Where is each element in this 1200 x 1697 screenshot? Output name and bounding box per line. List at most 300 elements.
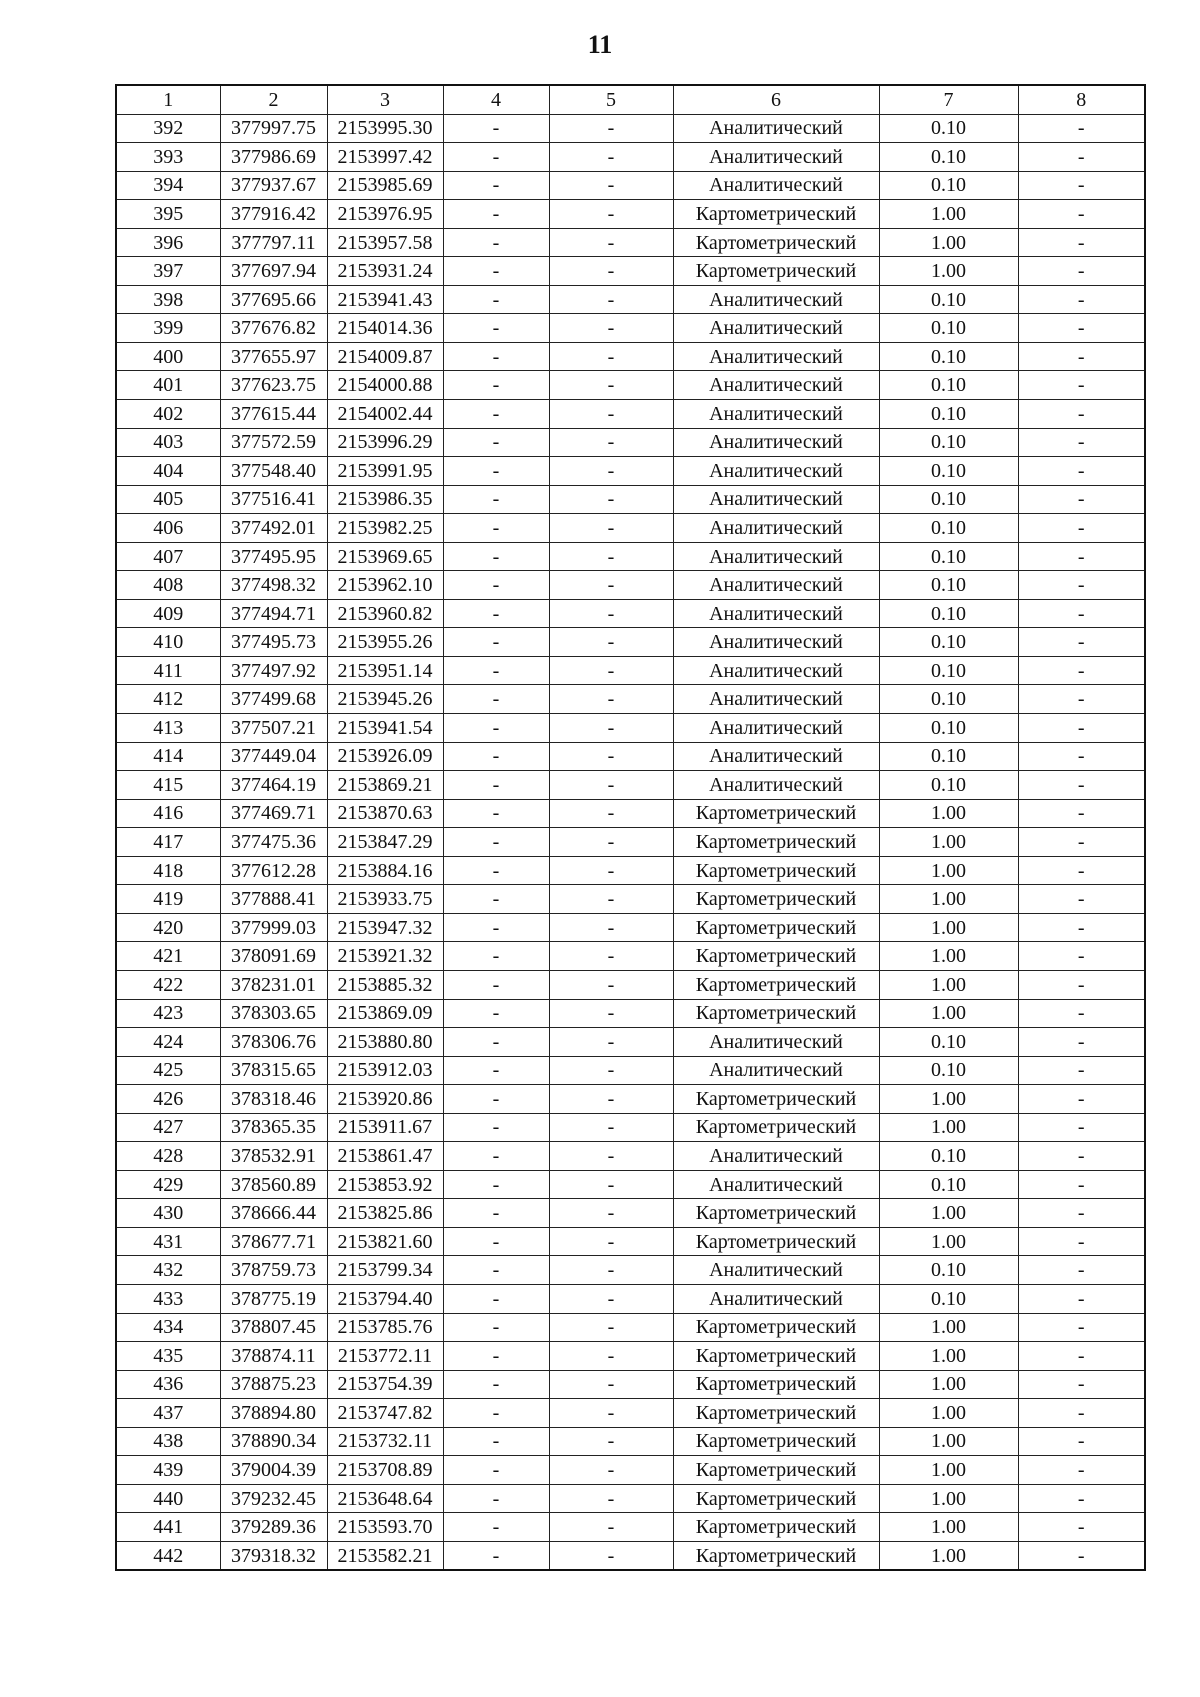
accuracy-cell: 1.00 — [879, 942, 1018, 971]
y-coordinate-cell: 2153825.86 — [327, 1199, 443, 1228]
col-8-cell: - — [1018, 1399, 1145, 1428]
y-coordinate-cell: 2153708.89 — [327, 1456, 443, 1485]
col-8-cell: - — [1018, 1342, 1145, 1371]
accuracy-cell: 0.10 — [879, 1142, 1018, 1171]
col-5-cell: - — [549, 1399, 673, 1428]
accuracy-cell: 1.00 — [879, 1085, 1018, 1114]
point-number-cell: 406 — [116, 514, 220, 543]
y-coordinate-cell: 2153754.39 — [327, 1370, 443, 1399]
table-row — [116, 485, 1145, 514]
col-4-cell: - — [443, 771, 549, 800]
table-row — [116, 314, 1145, 343]
col-4-cell: - — [443, 828, 549, 857]
method-cell: Картометрический — [673, 1513, 879, 1542]
y-coordinate-cell: 2153945.26 — [327, 685, 443, 714]
table-row — [116, 714, 1145, 743]
col-4-cell: - — [443, 714, 549, 743]
col-8-cell: - — [1018, 656, 1145, 685]
col-4-cell: - — [443, 1256, 549, 1285]
y-coordinate-cell: 2153995.30 — [327, 114, 443, 143]
table-row — [116, 1342, 1145, 1371]
col-8-cell: - — [1018, 1113, 1145, 1142]
table-row — [116, 1284, 1145, 1313]
col-8-cell: - — [1018, 285, 1145, 314]
col-5-cell: - — [549, 342, 673, 371]
col-4-cell: - — [443, 1227, 549, 1256]
x-coordinate-cell: 378303.65 — [220, 999, 327, 1028]
accuracy-cell: 0.10 — [879, 400, 1018, 429]
method-cell: Аналитический — [673, 571, 879, 600]
table-row — [116, 1370, 1145, 1399]
table-row — [116, 1227, 1145, 1256]
point-number-cell: 419 — [116, 885, 220, 914]
method-cell: Картометрический — [673, 1484, 879, 1513]
col-8-cell: - — [1018, 970, 1145, 999]
col-5-cell: - — [549, 228, 673, 257]
point-number-cell: 430 — [116, 1199, 220, 1228]
col-4-cell: - — [443, 1370, 549, 1399]
accuracy-cell: 1.00 — [879, 1227, 1018, 1256]
table-body — [116, 114, 1145, 1570]
x-coordinate-cell: 377916.42 — [220, 200, 327, 229]
table-row — [116, 1399, 1145, 1428]
x-coordinate-cell: 378315.65 — [220, 1056, 327, 1085]
col-8-cell: - — [1018, 1085, 1145, 1114]
accuracy-cell: 1.00 — [879, 885, 1018, 914]
y-coordinate-cell: 2153785.76 — [327, 1313, 443, 1342]
point-number-cell: 404 — [116, 457, 220, 486]
column-header-7: 7 — [879, 85, 1018, 114]
col-4-cell: - — [443, 1028, 549, 1057]
accuracy-cell: 0.10 — [879, 314, 1018, 343]
table-row — [116, 1313, 1145, 1342]
col-4-cell: - — [443, 485, 549, 514]
x-coordinate-cell: 379004.39 — [220, 1456, 327, 1485]
y-coordinate-cell: 2153821.60 — [327, 1227, 443, 1256]
method-cell: Аналитический — [673, 371, 879, 400]
x-coordinate-cell: 377655.97 — [220, 342, 327, 371]
column-header-8: 8 — [1018, 85, 1145, 114]
col-8-cell: - — [1018, 1484, 1145, 1513]
accuracy-cell: 1.00 — [879, 1456, 1018, 1485]
col-8-cell: - — [1018, 1284, 1145, 1313]
table-row — [116, 371, 1145, 400]
x-coordinate-cell: 377623.75 — [220, 371, 327, 400]
x-coordinate-cell: 377449.04 — [220, 742, 327, 771]
y-coordinate-cell: 2153747.82 — [327, 1399, 443, 1428]
col-4-cell: - — [443, 171, 549, 200]
col-4-cell: - — [443, 143, 549, 172]
col-5-cell: - — [549, 457, 673, 486]
accuracy-cell: 1.00 — [879, 913, 1018, 942]
column-header-2: 2 — [220, 85, 327, 114]
col-4-cell: - — [443, 1170, 549, 1199]
point-number-cell: 442 — [116, 1541, 220, 1570]
x-coordinate-cell: 379318.32 — [220, 1541, 327, 1570]
accuracy-cell: 0.10 — [879, 428, 1018, 457]
y-coordinate-cell: 2153912.03 — [327, 1056, 443, 1085]
accuracy-cell: 1.00 — [879, 1342, 1018, 1371]
table-row — [116, 285, 1145, 314]
x-coordinate-cell: 377548.40 — [220, 457, 327, 486]
col-4-cell: - — [443, 1342, 549, 1371]
accuracy-cell: 0.10 — [879, 714, 1018, 743]
method-cell: Картометрический — [673, 1227, 879, 1256]
method-cell: Картометрический — [673, 942, 879, 971]
col-5-cell: - — [549, 599, 673, 628]
y-coordinate-cell: 2153926.09 — [327, 742, 443, 771]
point-number-cell: 433 — [116, 1284, 220, 1313]
col-5-cell: - — [549, 1028, 673, 1057]
col-5-cell: - — [549, 1370, 673, 1399]
table-row — [116, 171, 1145, 200]
method-cell: Картометрический — [673, 1456, 879, 1485]
col-8-cell: - — [1018, 1513, 1145, 1542]
accuracy-cell: 1.00 — [879, 228, 1018, 257]
accuracy-cell: 1.00 — [879, 200, 1018, 229]
col-5-cell: - — [549, 143, 673, 172]
table-row — [116, 1170, 1145, 1199]
method-cell: Картометрический — [673, 913, 879, 942]
y-coordinate-cell: 2153648.64 — [327, 1484, 443, 1513]
method-cell: Аналитический — [673, 1256, 879, 1285]
method-cell: Аналитический — [673, 285, 879, 314]
method-cell: Аналитический — [673, 428, 879, 457]
col-4-cell: - — [443, 428, 549, 457]
col-5-cell: - — [549, 970, 673, 999]
col-5-cell: - — [549, 114, 673, 143]
y-coordinate-cell: 2153920.86 — [327, 1085, 443, 1114]
col-5-cell: - — [549, 714, 673, 743]
col-8-cell: - — [1018, 1028, 1145, 1057]
accuracy-cell: 1.00 — [879, 1113, 1018, 1142]
col-8-cell: - — [1018, 1256, 1145, 1285]
x-coordinate-cell: 378306.76 — [220, 1028, 327, 1057]
y-coordinate-cell: 2154000.88 — [327, 371, 443, 400]
point-number-cell: 440 — [116, 1484, 220, 1513]
table-row — [116, 1513, 1145, 1542]
table-row — [116, 457, 1145, 486]
y-coordinate-cell: 2154002.44 — [327, 400, 443, 429]
col-4-cell: - — [443, 942, 549, 971]
col-5-cell: - — [549, 314, 673, 343]
table-row — [116, 885, 1145, 914]
col-5-cell: - — [549, 628, 673, 657]
point-number-cell: 439 — [116, 1456, 220, 1485]
accuracy-cell: 1.00 — [879, 1541, 1018, 1570]
method-cell: Картометрический — [673, 1085, 879, 1114]
accuracy-cell: 1.00 — [879, 1313, 1018, 1342]
method-cell: Аналитический — [673, 143, 879, 172]
col-4-cell: - — [443, 856, 549, 885]
column-header-6: 6 — [673, 85, 879, 114]
col-5-cell: - — [549, 371, 673, 400]
point-number-cell: 414 — [116, 742, 220, 771]
col-8-cell: - — [1018, 913, 1145, 942]
col-5-cell: - — [549, 200, 673, 229]
col-8-cell: - — [1018, 1313, 1145, 1342]
col-5-cell: - — [549, 656, 673, 685]
y-coordinate-cell: 2153997.42 — [327, 143, 443, 172]
col-8-cell: - — [1018, 1142, 1145, 1171]
method-cell: Аналитический — [673, 314, 879, 343]
table-row — [116, 685, 1145, 714]
col-5-cell: - — [549, 542, 673, 571]
x-coordinate-cell: 377997.75 — [220, 114, 327, 143]
table-row — [116, 942, 1145, 971]
y-coordinate-cell: 2154009.87 — [327, 342, 443, 371]
x-coordinate-cell: 377469.71 — [220, 799, 327, 828]
col-4-cell: - — [443, 1513, 549, 1542]
accuracy-cell: 1.00 — [879, 999, 1018, 1028]
x-coordinate-cell: 377497.92 — [220, 656, 327, 685]
point-number-cell: 416 — [116, 799, 220, 828]
table-row — [116, 999, 1145, 1028]
point-number-cell: 428 — [116, 1142, 220, 1171]
method-cell: Аналитический — [673, 342, 879, 371]
table-row — [116, 599, 1145, 628]
accuracy-cell: 0.10 — [879, 485, 1018, 514]
col-4-cell: - — [443, 1113, 549, 1142]
col-8-cell: - — [1018, 571, 1145, 600]
method-cell: Аналитический — [673, 114, 879, 143]
col-8-cell: - — [1018, 514, 1145, 543]
accuracy-cell: 0.10 — [879, 1284, 1018, 1313]
col-8-cell: - — [1018, 599, 1145, 628]
y-coordinate-cell: 2153582.21 — [327, 1541, 443, 1570]
accuracy-cell: 1.00 — [879, 799, 1018, 828]
table-row — [116, 571, 1145, 600]
accuracy-cell: 0.10 — [879, 656, 1018, 685]
point-number-cell: 423 — [116, 999, 220, 1028]
point-number-cell: 393 — [116, 143, 220, 172]
col-8-cell: - — [1018, 1199, 1145, 1228]
x-coordinate-cell: 378874.11 — [220, 1342, 327, 1371]
col-8-cell: - — [1018, 742, 1145, 771]
method-cell: Картометрический — [673, 799, 879, 828]
x-coordinate-cell: 378091.69 — [220, 942, 327, 971]
method-cell: Картометрический — [673, 856, 879, 885]
point-number-cell: 411 — [116, 656, 220, 685]
x-coordinate-cell: 378775.19 — [220, 1284, 327, 1313]
x-coordinate-cell: 377937.67 — [220, 171, 327, 200]
col-8-cell: - — [1018, 942, 1145, 971]
x-coordinate-cell: 377797.11 — [220, 228, 327, 257]
col-5-cell: - — [549, 1113, 673, 1142]
y-coordinate-cell: 2153986.35 — [327, 485, 443, 514]
method-cell: Аналитический — [673, 485, 879, 514]
method-cell: Аналитический — [673, 685, 879, 714]
method-cell: Картометрический — [673, 1199, 879, 1228]
table-row — [116, 970, 1145, 999]
col-5-cell: - — [549, 1170, 673, 1199]
method-cell: Картометрический — [673, 1399, 879, 1428]
x-coordinate-cell: 378677.71 — [220, 1227, 327, 1256]
col-4-cell: - — [443, 314, 549, 343]
accuracy-cell: 0.10 — [879, 1028, 1018, 1057]
x-coordinate-cell: 378807.45 — [220, 1313, 327, 1342]
col-4-cell: - — [443, 114, 549, 143]
accuracy-cell: 0.10 — [879, 514, 1018, 543]
col-4-cell: - — [443, 285, 549, 314]
point-number-cell: 432 — [116, 1256, 220, 1285]
table-row — [116, 200, 1145, 229]
col-5-cell: - — [549, 571, 673, 600]
method-cell: Аналитический — [673, 599, 879, 628]
column-header-1: 1 — [116, 85, 220, 114]
accuracy-cell: 0.10 — [879, 1056, 1018, 1085]
point-number-cell: 434 — [116, 1313, 220, 1342]
x-coordinate-cell: 377695.66 — [220, 285, 327, 314]
col-5-cell: - — [549, 828, 673, 857]
point-number-cell: 392 — [116, 114, 220, 143]
col-4-cell: - — [443, 514, 549, 543]
col-5-cell: - — [549, 999, 673, 1028]
col-8-cell: - — [1018, 143, 1145, 172]
col-4-cell: - — [443, 1056, 549, 1085]
point-number-cell: 395 — [116, 200, 220, 229]
method-cell: Картометрический — [673, 200, 879, 229]
y-coordinate-cell: 2153799.34 — [327, 1256, 443, 1285]
col-4-cell: - — [443, 371, 549, 400]
table-row — [116, 1456, 1145, 1485]
accuracy-cell: 1.00 — [879, 828, 1018, 857]
x-coordinate-cell: 378365.35 — [220, 1113, 327, 1142]
table-row — [116, 913, 1145, 942]
y-coordinate-cell: 2153884.16 — [327, 856, 443, 885]
y-coordinate-cell: 2153880.80 — [327, 1028, 443, 1057]
y-coordinate-cell: 2153885.32 — [327, 970, 443, 999]
table-row — [116, 1056, 1145, 1085]
method-cell: Картометрический — [673, 257, 879, 286]
point-number-cell: 401 — [116, 371, 220, 400]
x-coordinate-cell: 378318.46 — [220, 1085, 327, 1114]
point-number-cell: 399 — [116, 314, 220, 343]
col-5-cell: - — [549, 1085, 673, 1114]
table-header-row — [116, 85, 1145, 114]
x-coordinate-cell: 378894.80 — [220, 1399, 327, 1428]
point-number-cell: 417 — [116, 828, 220, 857]
col-4-cell: - — [443, 1313, 549, 1342]
col-4-cell: - — [443, 742, 549, 771]
y-coordinate-cell: 2153969.65 — [327, 542, 443, 571]
col-5-cell: - — [549, 771, 673, 800]
x-coordinate-cell: 378560.89 — [220, 1170, 327, 1199]
accuracy-cell: 0.10 — [879, 171, 1018, 200]
x-coordinate-cell: 377615.44 — [220, 400, 327, 429]
col-8-cell: - — [1018, 685, 1145, 714]
point-number-cell: 418 — [116, 856, 220, 885]
method-cell: Аналитический — [673, 656, 879, 685]
y-coordinate-cell: 2153955.26 — [327, 628, 443, 657]
table-row — [116, 114, 1145, 143]
col-5-cell: - — [549, 1199, 673, 1228]
col-5-cell: - — [549, 1284, 673, 1313]
col-4-cell: - — [443, 342, 549, 371]
point-number-cell: 424 — [116, 1028, 220, 1057]
table-row — [116, 828, 1145, 857]
col-5-cell: - — [549, 742, 673, 771]
point-number-cell: 441 — [116, 1513, 220, 1542]
point-number-cell: 422 — [116, 970, 220, 999]
col-5-cell: - — [549, 400, 673, 429]
accuracy-cell: 0.10 — [879, 114, 1018, 143]
col-8-cell: - — [1018, 114, 1145, 143]
col-4-cell: - — [443, 999, 549, 1028]
col-4-cell: - — [443, 400, 549, 429]
col-4-cell: - — [443, 1399, 549, 1428]
y-coordinate-cell: 2153870.63 — [327, 799, 443, 828]
x-coordinate-cell: 378666.44 — [220, 1199, 327, 1228]
table-row — [116, 228, 1145, 257]
col-4-cell: - — [443, 685, 549, 714]
accuracy-cell: 0.10 — [879, 685, 1018, 714]
col-8-cell: - — [1018, 371, 1145, 400]
col-5-cell: - — [549, 1256, 673, 1285]
accuracy-cell: 1.00 — [879, 1513, 1018, 1542]
method-cell: Картометрический — [673, 1313, 879, 1342]
y-coordinate-cell: 2153985.69 — [327, 171, 443, 200]
table-row — [116, 143, 1145, 172]
accuracy-cell: 0.10 — [879, 371, 1018, 400]
x-coordinate-cell: 377999.03 — [220, 913, 327, 942]
accuracy-cell: 1.00 — [879, 856, 1018, 885]
method-cell: Картометрический — [673, 1370, 879, 1399]
col-4-cell: - — [443, 1142, 549, 1171]
table-row — [116, 1256, 1145, 1285]
table-row — [116, 771, 1145, 800]
method-cell: Аналитический — [673, 514, 879, 543]
col-8-cell: - — [1018, 457, 1145, 486]
point-number-cell: 403 — [116, 428, 220, 457]
x-coordinate-cell: 377499.68 — [220, 685, 327, 714]
col-8-cell: - — [1018, 885, 1145, 914]
y-coordinate-cell: 2153996.29 — [327, 428, 443, 457]
x-coordinate-cell: 377492.01 — [220, 514, 327, 543]
point-number-cell: 437 — [116, 1399, 220, 1428]
col-8-cell: - — [1018, 485, 1145, 514]
point-number-cell: 410 — [116, 628, 220, 657]
table-row — [116, 1427, 1145, 1456]
x-coordinate-cell: 378875.23 — [220, 1370, 327, 1399]
point-number-cell: 409 — [116, 599, 220, 628]
x-coordinate-cell: 378759.73 — [220, 1256, 327, 1285]
table-row — [116, 1484, 1145, 1513]
col-5-cell: - — [549, 1427, 673, 1456]
y-coordinate-cell: 2153869.21 — [327, 771, 443, 800]
col-5-cell: - — [549, 799, 673, 828]
table-row — [116, 514, 1145, 543]
method-cell: Картометрический — [673, 1427, 879, 1456]
method-cell: Аналитический — [673, 742, 879, 771]
col-5-cell: - — [549, 171, 673, 200]
col-4-cell: - — [443, 257, 549, 286]
y-coordinate-cell: 2153911.67 — [327, 1113, 443, 1142]
accuracy-cell: 1.00 — [879, 1370, 1018, 1399]
y-coordinate-cell: 2153941.43 — [327, 285, 443, 314]
method-cell: Картометрический — [673, 1113, 879, 1142]
point-number-cell: 397 — [116, 257, 220, 286]
col-4-cell: - — [443, 656, 549, 685]
col-8-cell: - — [1018, 228, 1145, 257]
accuracy-cell: 1.00 — [879, 970, 1018, 999]
table-row — [116, 1199, 1145, 1228]
col-8-cell: - — [1018, 257, 1145, 286]
col-4-cell: - — [443, 1199, 549, 1228]
y-coordinate-cell: 2153593.70 — [327, 1513, 443, 1542]
col-5-cell: - — [549, 1056, 673, 1085]
col-8-cell: - — [1018, 714, 1145, 743]
